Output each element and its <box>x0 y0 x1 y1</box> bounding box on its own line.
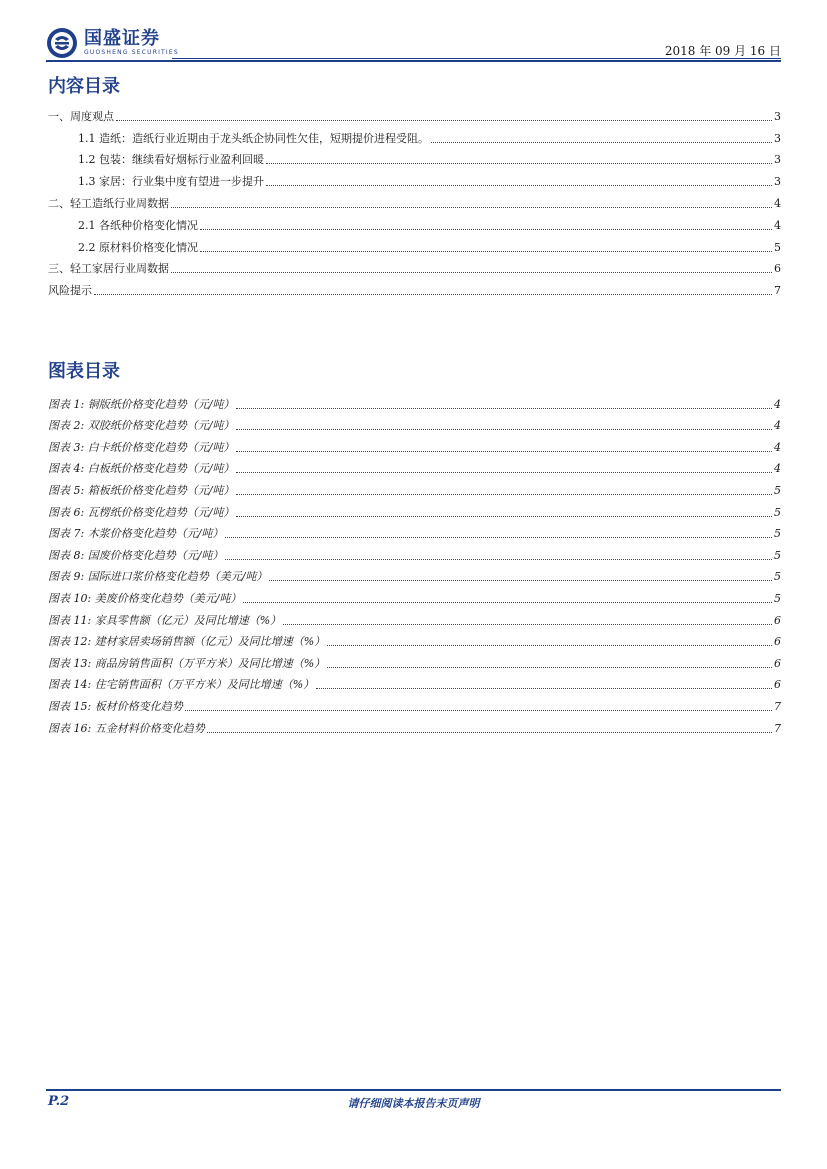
toc-entry-label: 2.1 各纸种价格变化情况 <box>78 218 198 232</box>
page-number: P.2 <box>48 1094 70 1109</box>
figure-entry-label: 图表 13: 商品房销售面积（万平方米）及同比增速（%） <box>48 656 326 670</box>
figure-entry-label: 图表 6: 瓦楞纸价格变化趋势（元/吨） <box>48 505 235 519</box>
figure-entry-label: 图表 11: 家具零售额（亿元）及同比增速（%） <box>48 613 282 627</box>
figure-entry-label: 图表 12: 建材家居卖场销售额（亿元）及同比增速（%） <box>48 635 326 649</box>
toc-entry[interactable] <box>48 189 781 211</box>
dot-leader <box>431 141 772 143</box>
report-date: 2018 年 09 月 16 日 <box>664 44 781 58</box>
dot-leader <box>171 206 772 208</box>
figure-entry[interactable] <box>48 433 781 455</box>
dot-leader <box>266 184 772 186</box>
figure-entry-page: 6 <box>774 656 781 670</box>
figure-entry[interactable] <box>48 628 781 650</box>
toc-entry-label: 二、轻工造纸行业周数据 <box>48 196 169 210</box>
figure-entry-page: 6 <box>774 678 781 692</box>
dot-leader <box>225 558 772 560</box>
figure-entry[interactable] <box>48 498 781 520</box>
toc-entry-page: 4 <box>774 196 781 210</box>
figure-entry-page: 4 <box>774 397 781 411</box>
figure-entry[interactable] <box>48 541 781 563</box>
toc-entry-label: 1.2 包装：继续看好烟标行业盈利回暖 <box>78 153 264 167</box>
toc-entry-label: 一、周度观点 <box>48 109 114 123</box>
figure-entry-label: 图表 7: 木浆价格变化趋势（元/吨） <box>48 527 224 541</box>
figure-entry-page: 4 <box>774 419 781 433</box>
figure-entry[interactable] <box>48 476 781 498</box>
logo-name-cn: 国盛证券 <box>84 28 160 49</box>
toc-entry-label: 三、轻工家居行业周数据 <box>48 262 169 276</box>
toc-entry-page: 3 <box>774 109 781 123</box>
contents-title: 内容目录 <box>48 76 120 97</box>
figure-entry[interactable] <box>48 714 781 736</box>
toc-entry-page: 4 <box>774 218 781 232</box>
toc-entry[interactable] <box>48 233 781 255</box>
figure-entry[interactable] <box>48 520 781 542</box>
toc-entry[interactable] <box>48 276 781 298</box>
figure-entry-page: 5 <box>774 591 781 605</box>
figure-entry-label: 图表 4: 白板纸价格变化趋势（元/吨） <box>48 462 235 476</box>
figure-entry-label: 图表 16: 五金材料价格变化趋势 <box>48 721 205 735</box>
dot-leader <box>236 450 772 452</box>
dot-leader <box>171 271 772 273</box>
figure-entry-page: 5 <box>774 483 781 497</box>
figure-entry-label: 图表 2: 双胶纸价格变化趋势（元/吨） <box>48 419 235 433</box>
toc-entry-label: 1.3 家居：行业集中度有望进一步提升 <box>78 175 264 189</box>
dot-leader <box>266 162 772 164</box>
dot-leader <box>207 731 772 733</box>
figure-entry-page: 4 <box>774 440 781 454</box>
toc-entry[interactable] <box>48 255 781 277</box>
logo-icon <box>46 27 78 59</box>
figures-title: 图表目录 <box>48 361 120 382</box>
dot-leader <box>185 709 772 711</box>
figure-entry[interactable] <box>48 390 781 412</box>
figure-entry-label: 图表 3: 白卡纸价格变化趋势（元/吨） <box>48 440 235 454</box>
toc-entry-page: 3 <box>774 175 781 189</box>
dot-leader <box>236 515 772 517</box>
dot-leader <box>200 250 772 252</box>
dot-leader <box>236 471 772 473</box>
toc-entry[interactable] <box>48 211 781 233</box>
dot-leader <box>236 407 772 409</box>
figure-entry[interactable] <box>48 671 781 693</box>
dot-leader <box>116 119 772 121</box>
toc-entry-label: 风险提示 <box>48 284 92 298</box>
toc-entry-page: 5 <box>774 240 781 254</box>
dot-leader <box>327 644 772 646</box>
figure-entry-page: 6 <box>774 613 781 627</box>
footer-divider <box>46 1089 781 1091</box>
figure-entry-label: 图表 8: 国废价格变化趋势（元/吨） <box>48 548 224 562</box>
figure-entry-label: 图表 9: 国际进口浆价格变化趋势（美元/吨） <box>48 570 268 584</box>
figure-entry[interactable] <box>48 584 781 606</box>
toc-entry-page: 7 <box>774 284 781 298</box>
logo-name-en: GUOSHENG SECURITIES <box>84 49 179 56</box>
figure-entry-label: 图表 5: 箱板纸价格变化趋势（元/吨） <box>48 483 235 497</box>
toc-entry-label: 2.2 原材料价格变化情况 <box>78 240 198 254</box>
toc-entry-label: 1.1 造纸：造纸行业近期由于龙头纸企协同性欠佳，短期提价进程受阻。 <box>78 131 429 145</box>
figure-entry-page: 5 <box>774 548 781 562</box>
figure-entry[interactable] <box>48 412 781 434</box>
toc-entry[interactable] <box>48 146 781 168</box>
figure-entry-page: 5 <box>774 505 781 519</box>
figure-entry-label: 图表 15: 板材价格变化趋势 <box>48 699 183 713</box>
figure-entry-label: 图表 1: 铜版纸价格变化趋势（元/吨） <box>48 397 235 411</box>
header-divider <box>46 60 781 62</box>
dot-leader <box>283 623 772 625</box>
figure-entry-page: 6 <box>774 635 781 649</box>
figure-entry[interactable] <box>48 563 781 585</box>
header-divider-thin <box>172 58 781 59</box>
figure-entry-page: 4 <box>774 462 781 476</box>
figure-entry[interactable] <box>48 455 781 477</box>
dot-leader <box>200 228 772 230</box>
dot-leader <box>316 687 772 689</box>
figure-entry-page: 5 <box>774 527 781 541</box>
figure-entry[interactable] <box>48 692 781 714</box>
dot-leader <box>327 666 772 668</box>
toc-entry-page: 3 <box>774 153 781 167</box>
company-logo <box>46 26 179 60</box>
figure-entry-page: 7 <box>774 721 781 735</box>
dot-leader <box>269 579 772 581</box>
dot-leader <box>243 601 772 603</box>
footer-disclaimer: 请仔细阅读本报告末页声明 <box>347 1097 480 1110</box>
figure-entry-page: 5 <box>774 570 781 584</box>
toc-entry[interactable] <box>48 102 781 124</box>
toc-entry[interactable] <box>48 167 781 189</box>
dot-leader <box>236 493 772 495</box>
figure-entry-label: 图表 14: 住宅销售面积（万平方米）及同比增速（%） <box>48 678 315 692</box>
toc-entry-page: 3 <box>774 131 781 145</box>
toc-entry-page: 6 <box>774 262 781 276</box>
figure-entry[interactable] <box>48 606 781 628</box>
figure-entry[interactable] <box>48 649 781 671</box>
toc-entry[interactable] <box>48 124 781 146</box>
contents-list <box>48 102 781 298</box>
dot-leader <box>236 428 772 430</box>
figures-list <box>48 390 781 736</box>
dot-leader <box>94 293 772 295</box>
dot-leader <box>225 536 772 538</box>
figure-entry-label: 图表 10: 美废价格变化趋势（美元/吨） <box>48 591 242 605</box>
figure-entry-page: 7 <box>774 699 781 713</box>
